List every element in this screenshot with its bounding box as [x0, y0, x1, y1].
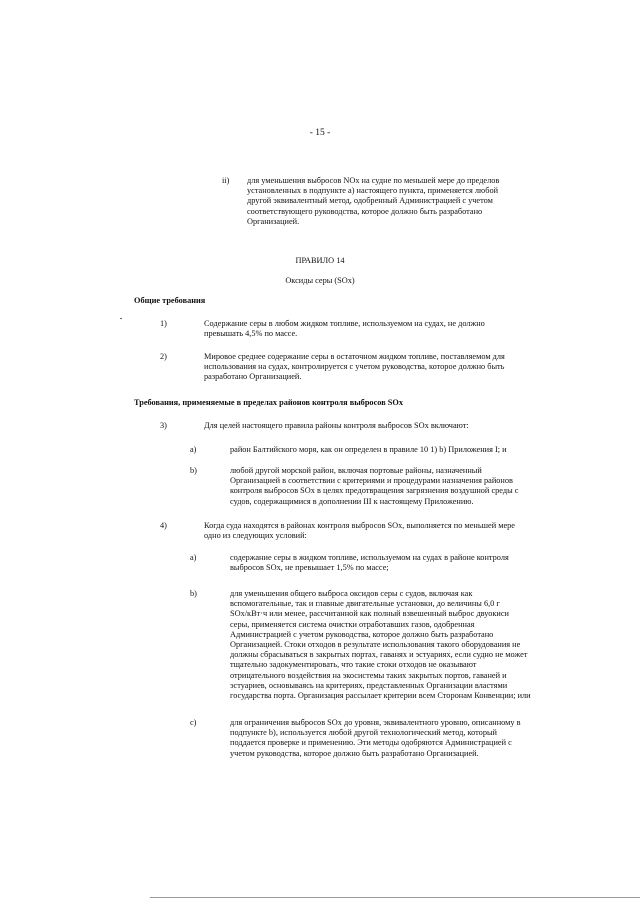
- paragraph-4a-line: содержание серы в жидком топливе, используемом на судах в районе контроля: [230, 553, 509, 562]
- paragraph-4c-text: [230, 718, 631, 759]
- scan-edge-line: [150, 897, 640, 898]
- paragraph-4b-line: SOx/кВт·ч или менее, рассчитанной как полный взвешенный выброс двуокиси: [230, 609, 509, 619]
- item-ii-line: Организацией.: [247, 216, 300, 226]
- paragraph-4c-marker: c): [190, 718, 197, 727]
- paragraph-4b-line: вспомогательные, так и главные двигательные установки, до величины 6,0 г: [230, 599, 500, 609]
- paragraph-4b-line: Организацией. Стоки отходов в результате использования такого оборудования не: [230, 640, 521, 650]
- paragraph-4c-line: поддается проверке и применению. Эти методы одобряются Администрацией с: [230, 738, 512, 748]
- paragraph-4a-marker: a): [190, 553, 197, 562]
- paragraph-4b-text: [230, 589, 631, 701]
- paragraph-4b-line: Администрацией с учетом руководства, которое должно быть разработано: [230, 629, 494, 639]
- item-ii-line: соответствующего руководства, которое должно быть разработано: [247, 206, 483, 216]
- paragraph-2-line: использования на судах, контролируется с учетом руководства, которое должно быть: [204, 362, 505, 372]
- paragraph-3a-text: [230, 445, 631, 455]
- paragraph-1-line: Содержание серы в любом жидком топливе, используемом на судах, не должно: [204, 319, 485, 328]
- rule-subtitle: Оксиды серы (SOx): [285, 276, 355, 285]
- paragraph-4a-text: [230, 553, 631, 573]
- paragraph-2-line: разработано Организацией.: [204, 372, 302, 382]
- item-ii-line: другой эквивалентный метод, одобренный Администрацией с учетом: [247, 196, 493, 206]
- paragraph-2-number: 2): [160, 352, 167, 361]
- paragraph-2-line: Мировое среднее содержание серы в остаточном жидком топливе, поставляемом для: [204, 352, 505, 361]
- paragraph-4-line: одно из следующих условий:: [204, 531, 307, 541]
- paragraph-4-line: Когда суда находятся в районах контроля выбросов SOx, выполняется по меньшей мере: [204, 521, 515, 530]
- paragraph-4c-line: учетом руководства, которое должно быть разработано Организацией.: [230, 748, 479, 758]
- item-ii-line: установленных в подпункте a) настоящего пункта, применяется любой: [247, 186, 499, 196]
- paragraph-3b-line: судов, содержащимися в дополнении III к настоящему Приложению.: [230, 496, 474, 506]
- paragraph-4-text: [204, 521, 631, 541]
- control-areas-heading: Требования, применяемые в пределах районов контроля выбросов SOx: [134, 398, 403, 407]
- paragraph-4b-line: эстуариев, основываясь на критериях, представленных Организации властями: [230, 680, 508, 690]
- paragraph-1-number: 1): [160, 319, 167, 328]
- paragraph-4b-line: серы, применяется система очистки отработавших газов, одобренная: [230, 619, 475, 629]
- paragraph-3b-line: контроля выбросов SOx в целях предотвращения загрязнения воздушной среды с: [230, 486, 519, 496]
- paragraph-2-text: [204, 352, 631, 383]
- paragraph-4c-line: подпункте b), используется любой другой технологический метод, который: [230, 728, 497, 738]
- paragraph-4b-line: тщательно задокументировать, что такие стоки отходов не оказывают: [230, 660, 477, 670]
- paragraph-1-text: [204, 319, 631, 339]
- paragraph-4b-line: государства порта. Организация рассылает критерии всем Сторонам Конвенции; или: [230, 691, 531, 701]
- page-number: - 15 -: [309, 128, 331, 138]
- paragraph-1-line: превышать 4,5% по массе.: [204, 329, 298, 339]
- item-ii-text: [247, 176, 631, 227]
- general-requirements-heading: Общие требования: [134, 296, 206, 305]
- paragraph-4c-line: для ограничения выбросов SOx до уровня, эквивалентного уровню, описанному в: [230, 718, 521, 727]
- paragraph-3b-marker: b): [190, 466, 197, 475]
- paragraph-4b-line: для уменьшения общего выброса оксидов серы с судов, включая как: [230, 589, 473, 598]
- paragraph-3a-marker: a): [190, 445, 197, 454]
- paragraph-3-number: 3): [160, 421, 167, 430]
- paragraph-3b-text: [230, 466, 631, 507]
- paragraph-3b-line: любой другой морской район, включая портовые районы, назначенный: [230, 466, 482, 475]
- rule-title: ПРАВИЛО 14: [295, 256, 345, 265]
- paragraph-3a-line: район Балтийского моря, как он определен в правиле 10 1) b) Приложения I; и: [230, 445, 507, 454]
- paragraph-4-number: 4): [160, 521, 167, 530]
- paragraph-3-line: Для целей настоящего правила районы контроля выбросов SOx включают:: [204, 421, 469, 430]
- item-ii-marker: ii): [222, 176, 230, 185]
- margin-mark: [120, 318, 122, 319]
- paragraph-4b-line: должны сбрасываться в закрытых портах, гаванях и эстуариях, если судно не может: [230, 650, 528, 660]
- paragraph-4b-line: отрицательного воздействия на экосистемы таких закрытых портов, гаваней и: [230, 670, 507, 680]
- item-ii-line: для уменьшения выбросов NOx на судне по меньшей мере до пределов: [247, 176, 500, 185]
- paragraph-3b-line: Организацией в соответствии с критериями и процедурами назначения районов: [230, 476, 513, 486]
- paragraph-4b-marker: b): [190, 589, 197, 598]
- paragraph-4a-line: выбросов SOx, не превышает 1,5% по массе;: [230, 563, 389, 573]
- paragraph-3-text: [204, 421, 631, 431]
